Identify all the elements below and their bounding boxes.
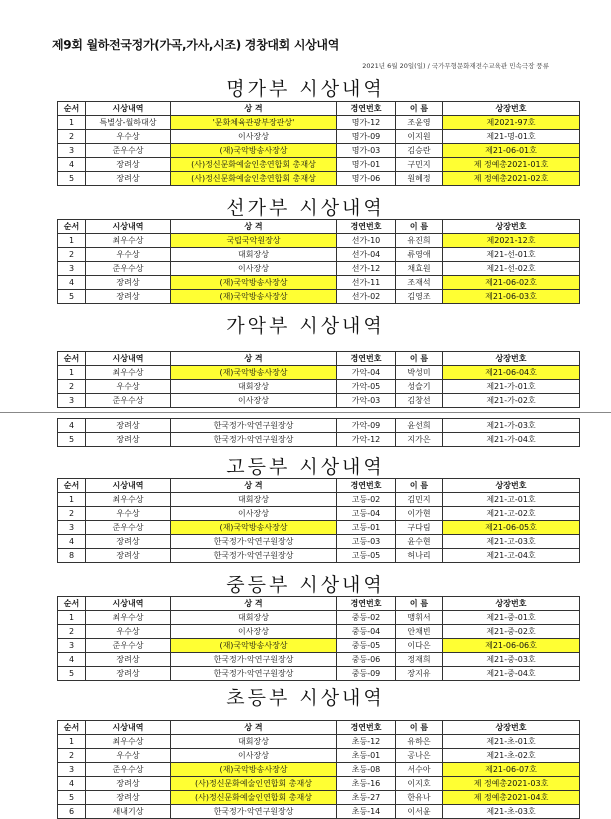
col-award: 특별상-월하대상 [86, 116, 171, 130]
col-entry: 선가-04 [337, 248, 396, 262]
col-grade: 이사장상 [171, 749, 337, 763]
col-grade: (사)정신문화예술인연합회 총재상 [171, 777, 337, 791]
col-cert: 제21-가-03호 [443, 419, 580, 433]
header-col-name: 이 름 [396, 220, 443, 234]
col-name: 김승란 [396, 144, 443, 158]
col-award: 최우수상 [86, 735, 171, 749]
col-award: 장려상 [86, 667, 171, 681]
col-no: 2 [58, 380, 86, 394]
col-award: 준우수상 [86, 394, 171, 408]
table-row [58, 805, 580, 819]
col-entry: 명가-06 [337, 172, 396, 186]
col-award: 최우수상 [86, 234, 171, 248]
col-no: 5 [58, 433, 86, 447]
col-no: 2 [58, 749, 86, 763]
table-row [58, 791, 580, 805]
col-award: 준우수상 [86, 521, 171, 535]
table-row [58, 639, 580, 653]
col-cert: 제 정예총2021-04호 [443, 791, 580, 805]
col-no: 1 [58, 735, 86, 749]
awards-table-seonga [57, 219, 580, 304]
table-row [58, 248, 580, 262]
col-entry: 선가-10 [337, 234, 396, 248]
header-col-entry: 경연번호 [337, 352, 396, 366]
header-col-cert: 상장번호 [443, 220, 580, 234]
header-col-award: 시상내역 [86, 479, 171, 493]
col-name: 구민지 [396, 158, 443, 172]
col-grade: 한국정가·악연구원장상 [171, 653, 337, 667]
col-grade: (사)정신문화예술인총연합회 총재상 [171, 158, 337, 172]
col-cert: 제21-초-01호 [443, 735, 580, 749]
table-row [58, 521, 580, 535]
header-col-award: 시상내역 [86, 721, 171, 735]
col-cert: 제 정예총2021-02호 [443, 172, 580, 186]
col-no: 3 [58, 394, 86, 408]
awards-table-gaak-continued [57, 418, 580, 447]
col-entry: 명가-09 [337, 130, 396, 144]
col-cert: 제21-06-07호 [443, 763, 580, 777]
table-row [58, 262, 580, 276]
col-grade: 이사장상 [171, 130, 337, 144]
col-entry: 가악-03 [337, 394, 396, 408]
col-award: 장려상 [86, 433, 171, 447]
header-col-entry: 경연번호 [337, 721, 396, 735]
table-row [58, 611, 580, 625]
col-no: 1 [58, 611, 86, 625]
col-name: 성슬기 [396, 380, 443, 394]
table-row [58, 419, 580, 433]
col-name: 유진희 [396, 234, 443, 248]
section-title-elementary: 초등부 시상내역 [226, 687, 385, 709]
table-header-row [58, 479, 580, 493]
header-col-no: 순서 [58, 352, 86, 366]
col-grade: 한국정가·악연구원장상 [171, 805, 337, 819]
table-row [58, 116, 580, 130]
col-award: 준우수상 [86, 639, 171, 653]
col-no: 4 [58, 653, 86, 667]
col-name: 맹휘서 [396, 611, 443, 625]
col-no: 5 [58, 290, 86, 304]
table-row [58, 749, 580, 763]
col-no: 4 [58, 535, 86, 549]
col-no: 5 [58, 667, 86, 681]
col-no: 2 [58, 130, 86, 144]
col-name: 서수아 [396, 763, 443, 777]
header-col-entry: 경연번호 [337, 102, 396, 116]
col-name: 유하은 [396, 735, 443, 749]
col-cert: 제 정예총2021-03호 [443, 777, 580, 791]
table-row [58, 625, 580, 639]
col-no: 3 [58, 144, 86, 158]
header-col-award: 시상내역 [86, 102, 171, 116]
table-row [58, 234, 580, 248]
col-award: 최우수상 [86, 611, 171, 625]
col-grade: (재)국악방송사장상 [171, 144, 337, 158]
header-col-no: 순서 [58, 597, 86, 611]
col-cert: 제21-명-01호 [443, 130, 580, 144]
document-title: 제9회 월하전국정가(가곡,가사,시조) 경창대회 시상내역 [52, 38, 339, 52]
col-no: 1 [58, 116, 86, 130]
header-col-name: 이 름 [396, 102, 443, 116]
col-no: 1 [58, 493, 86, 507]
col-no: 4 [58, 276, 86, 290]
col-entry: 초등-14 [337, 805, 396, 819]
header-col-cert: 상장번호 [443, 352, 580, 366]
awards-table-gaak [57, 351, 580, 408]
table-row [58, 653, 580, 667]
col-name: 김창선 [396, 394, 443, 408]
col-no: 2 [58, 507, 86, 521]
col-entry: 초등-08 [337, 763, 396, 777]
col-no: 3 [58, 521, 86, 535]
col-award: 최우수상 [86, 366, 171, 380]
table-row [58, 763, 580, 777]
header-col-cert: 상장번호 [443, 102, 580, 116]
col-entry: 명가-12 [337, 116, 396, 130]
col-no: 3 [58, 262, 86, 276]
section-title-high: 고등부 시상내역 [226, 456, 385, 478]
col-grade: 이사장상 [171, 625, 337, 639]
col-entry: 가악-05 [337, 380, 396, 394]
table-row [58, 777, 580, 791]
col-entry: 가악-04 [337, 366, 396, 380]
col-name: 정재희 [396, 653, 443, 667]
col-entry: 초등-16 [337, 777, 396, 791]
col-award: 우수상 [86, 380, 171, 394]
col-no: 2 [58, 248, 86, 262]
table-row [58, 158, 580, 172]
header-col-no: 순서 [58, 102, 86, 116]
col-cert: 제21-중-04호 [443, 667, 580, 681]
col-cert: 제21-고-04호 [443, 549, 580, 563]
col-name: 김영조 [396, 290, 443, 304]
col-award: 준우수상 [86, 763, 171, 777]
col-cert: 제21-초-02호 [443, 749, 580, 763]
col-no: 5 [58, 791, 86, 805]
col-cert: 제21-06-03호 [443, 290, 580, 304]
col-grade: 한국정가·악연구원장상 [171, 419, 337, 433]
col-name: 김민지 [396, 493, 443, 507]
col-award: 우수상 [86, 749, 171, 763]
col-entry: 중등-02 [337, 611, 396, 625]
col-cert: 제21-06-05호 [443, 521, 580, 535]
col-award: 장려상 [86, 791, 171, 805]
col-entry: 고등-03 [337, 535, 396, 549]
header-col-entry: 경연번호 [337, 597, 396, 611]
table-row [58, 172, 580, 186]
col-award: 장려상 [86, 290, 171, 304]
col-cert: 제21-선-02호 [443, 262, 580, 276]
col-award: 우수상 [86, 507, 171, 521]
col-grade: 한국정가·악연구원장상 [171, 667, 337, 681]
awards-table-high [57, 478, 580, 563]
col-name: 조재석 [396, 276, 443, 290]
col-no: 3 [58, 639, 86, 653]
header-col-name: 이 름 [396, 352, 443, 366]
col-name: 원혜정 [396, 172, 443, 186]
col-entry: 중등-05 [337, 639, 396, 653]
table-row [58, 493, 580, 507]
header-col-grade: 상 격 [171, 597, 337, 611]
col-name: 이다은 [396, 639, 443, 653]
header-col-grade: 상 격 [171, 352, 337, 366]
header-col-grade: 상 격 [171, 220, 337, 234]
col-no: 1 [58, 234, 86, 248]
col-award: 장려상 [86, 653, 171, 667]
col-cert: 제 정예총2021-01호 [443, 158, 580, 172]
col-cert: 제21-06-06호 [443, 639, 580, 653]
table-header-row [58, 220, 580, 234]
col-cert: 제21-중-03호 [443, 653, 580, 667]
col-award: 장려상 [86, 172, 171, 186]
col-grade: 대회장상 [171, 248, 337, 262]
col-cert: 제21-가-04호 [443, 433, 580, 447]
col-entry: 명가-01 [337, 158, 396, 172]
col-grade: 국립국악원장상 [171, 234, 337, 248]
col-entry: 고등-01 [337, 521, 396, 535]
col-no: 3 [58, 763, 86, 777]
col-award: 새내기상 [86, 805, 171, 819]
col-cert: 제21-06-01호 [443, 144, 580, 158]
header-col-award: 시상내역 [86, 220, 171, 234]
header-col-grade: 상 격 [171, 721, 337, 735]
col-grade: 대회장상 [171, 611, 337, 625]
col-entry: 중등-09 [337, 667, 396, 681]
col-grade: 한국정가·악연구원장상 [171, 549, 337, 563]
event-date-line: 2021년 6월 20일(일) / 국가무형문화재전수교육관 민속극장 풍류 [362, 62, 549, 70]
col-name: 지가은 [396, 433, 443, 447]
table-header-row [58, 721, 580, 735]
col-grade: (사)정신문화예술인총연합회 총재상 [171, 172, 337, 186]
header-col-no: 순서 [58, 721, 86, 735]
col-cert: 제21-중-02호 [443, 625, 580, 639]
col-no: 1 [58, 366, 86, 380]
table-header-row [58, 352, 580, 366]
col-name: 이서윤 [396, 805, 443, 819]
col-cert: 제21-고-02호 [443, 507, 580, 521]
page-break-line [0, 412, 611, 413]
col-award: 장려상 [86, 535, 171, 549]
col-name: 구다림 [396, 521, 443, 535]
col-cert: 제21-중-01호 [443, 611, 580, 625]
col-cert: 제2021-12호 [443, 234, 580, 248]
table-row [58, 144, 580, 158]
col-grade: (재)국악방송사장상 [171, 763, 337, 777]
col-award: 장려상 [86, 777, 171, 791]
col-name: 안채빈 [396, 625, 443, 639]
col-grade: 대회장상 [171, 493, 337, 507]
table-row [58, 549, 580, 563]
col-no: 5 [58, 172, 86, 186]
col-name: 이가현 [396, 507, 443, 521]
col-grade: (재)국악방송사장상 [171, 639, 337, 653]
col-cert: 제21-고-01호 [443, 493, 580, 507]
header-col-name: 이 름 [396, 597, 443, 611]
header-col-no: 순서 [58, 220, 86, 234]
col-cert: 제21-가-02호 [443, 394, 580, 408]
section-title-middle: 중등부 시상내역 [226, 574, 385, 596]
col-grade: 한국정가·악연구원장상 [171, 433, 337, 447]
col-name: 장지유 [396, 667, 443, 681]
col-award: 우수상 [86, 130, 171, 144]
col-entry: 중등-04 [337, 625, 396, 639]
col-grade: (재)국악방송사장상 [171, 521, 337, 535]
header-col-award: 시상내역 [86, 597, 171, 611]
header-col-name: 이 름 [396, 721, 443, 735]
col-grade: 한국정가·악연구원장상 [171, 535, 337, 549]
col-entry: 선가-11 [337, 276, 396, 290]
col-no: 4 [58, 158, 86, 172]
col-name: 공나은 [396, 749, 443, 763]
col-entry: 초등-01 [337, 749, 396, 763]
col-name: 류영애 [396, 248, 443, 262]
col-cert: 제21-가-01호 [443, 380, 580, 394]
header-col-entry: 경연번호 [337, 220, 396, 234]
col-entry: 선가-02 [337, 290, 396, 304]
col-name: 한유나 [396, 791, 443, 805]
section-title-myeongga: 명가부 시상내역 [226, 78, 385, 100]
awards-table-myeongga [57, 101, 580, 186]
col-award: 우수상 [86, 248, 171, 262]
header-col-name: 이 름 [396, 479, 443, 493]
header-col-cert: 상장번호 [443, 597, 580, 611]
col-award: 우수상 [86, 625, 171, 639]
col-name: 윤수현 [396, 535, 443, 549]
table-row [58, 394, 580, 408]
table-header-row [58, 597, 580, 611]
col-name: 윤선희 [396, 419, 443, 433]
awards-table-middle [57, 596, 580, 681]
col-grade: (사)정신문화예술인연합회 총재상 [171, 791, 337, 805]
col-award: 최우수상 [86, 493, 171, 507]
col-cert: 제2021-97호 [443, 116, 580, 130]
col-entry: 초등-27 [337, 791, 396, 805]
header-col-grade: 상 격 [171, 479, 337, 493]
col-entry: 고등-04 [337, 507, 396, 521]
table-row [58, 507, 580, 521]
col-entry: 가악-12 [337, 433, 396, 447]
col-award: 장려상 [86, 276, 171, 290]
col-cert: 제21-초-03호 [443, 805, 580, 819]
col-entry: 가악-09 [337, 419, 396, 433]
col-name: 박성미 [396, 366, 443, 380]
col-name: 허나리 [396, 549, 443, 563]
col-award: 준우수상 [86, 144, 171, 158]
col-cert: 제21-06-04호 [443, 366, 580, 380]
col-grade: 이사장상 [171, 507, 337, 521]
col-cert: 제21-선-01호 [443, 248, 580, 262]
section-title-gaak: 가악부 시상내역 [226, 315, 385, 337]
col-name: 채효원 [396, 262, 443, 276]
table-row [58, 276, 580, 290]
header-col-entry: 경연번호 [337, 479, 396, 493]
col-entry: 중등-06 [337, 653, 396, 667]
col-no: 4 [58, 777, 86, 791]
header-col-grade: 상 격 [171, 102, 337, 116]
section-title-seonga: 선가부 시상내역 [226, 197, 385, 219]
col-no: 8 [58, 549, 86, 563]
table-row [58, 130, 580, 144]
col-entry: 선가-12 [337, 262, 396, 276]
col-no: 2 [58, 625, 86, 639]
header-col-award: 시상내역 [86, 352, 171, 366]
col-grade: 이사장상 [171, 262, 337, 276]
col-grade: (재)국악방송사장상 [171, 276, 337, 290]
col-no: 6 [58, 805, 86, 819]
col-name: 이지원 [396, 130, 443, 144]
table-row [58, 735, 580, 749]
col-grade: (재)국악방송사장상 [171, 366, 337, 380]
col-entry: 고등-02 [337, 493, 396, 507]
col-grade: 대회장상 [171, 735, 337, 749]
col-award: 준우수상 [86, 262, 171, 276]
awards-table-elementary [57, 720, 580, 819]
col-cert: 제21-06-02호 [443, 276, 580, 290]
col-name: 이지호 [396, 777, 443, 791]
col-entry: 초등-12 [337, 735, 396, 749]
col-grade: (재)국악방송사장상 [171, 290, 337, 304]
header-col-no: 순서 [58, 479, 86, 493]
col-no: 4 [58, 419, 86, 433]
col-entry: 명가-03 [337, 144, 396, 158]
table-row [58, 290, 580, 304]
col-grade: '문화체육관광부장관상' [171, 116, 337, 130]
col-name: 조윤영 [396, 116, 443, 130]
header-col-cert: 상장번호 [443, 479, 580, 493]
col-award: 장려상 [86, 549, 171, 563]
header-col-cert: 상장번호 [443, 721, 580, 735]
col-cert: 제21-고-03호 [443, 535, 580, 549]
table-row [58, 366, 580, 380]
col-grade: 이사장상 [171, 394, 337, 408]
table-row [58, 535, 580, 549]
table-row [58, 433, 580, 447]
col-grade: 대회장상 [171, 380, 337, 394]
col-award: 장려상 [86, 419, 171, 433]
col-entry: 고등-05 [337, 549, 396, 563]
table-row [58, 380, 580, 394]
table-header-row [58, 102, 580, 116]
col-award: 장려상 [86, 158, 171, 172]
table-row [58, 667, 580, 681]
